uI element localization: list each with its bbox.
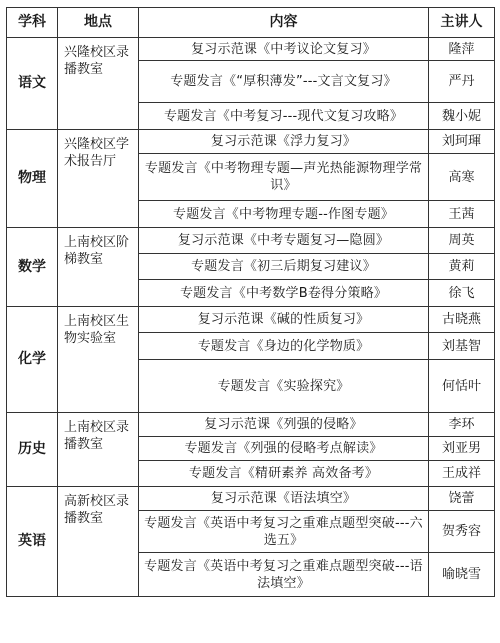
subject-cell: 数学 (7, 228, 58, 307)
speaker-cell: 李环 (429, 413, 495, 437)
speaker-cell: 高寒 (429, 154, 495, 201)
table-row (7, 38, 495, 61)
topic-cell: 复习示范课《中考专题复习—隐圆》 (139, 228, 429, 254)
subject-cell: 化学 (7, 307, 58, 413)
topic-cell: 专题发言《中考复习---现代文复习攻略》 (139, 103, 429, 130)
topic-cell: 专题发言《中考数学B卷得分策略》 (139, 280, 429, 307)
speaker-cell: 王茜 (429, 201, 495, 228)
location-cell: 高新校区录播教室 (58, 487, 139, 597)
speaker-cell: 魏小妮 (429, 103, 495, 130)
topic-cell: 复习示范课《碱的性质复习》 (139, 307, 429, 333)
speaker-cell: 贺秀容 (429, 511, 495, 553)
topic-cell: 专题发言《精研素养 高效备考》 (139, 461, 429, 487)
header-location: 地点 (58, 8, 139, 38)
topic-cell: 复习示范课《浮力复习》 (139, 130, 429, 154)
topic-cell: 复习示范课《语法填空》 (139, 487, 429, 511)
table-row (7, 413, 495, 437)
table-row (7, 487, 495, 511)
topic-cell: 专题发言《英语中考复习之重难点题型突破---六选五》 (139, 511, 429, 553)
topic-cell: 专题发言《身边的化学物质》 (139, 333, 429, 360)
location-cell: 上南校区生物实验室 (58, 307, 139, 413)
location-cell: 上南校区阶梯教室 (58, 228, 139, 307)
subject-cell: 历史 (7, 413, 58, 487)
table-row (7, 228, 495, 254)
location-cell: 上南校区录播教室 (58, 413, 139, 487)
topic-cell: 专题发言《初三后期复习建议》 (139, 254, 429, 280)
speaker-cell: 严丹 (429, 61, 495, 103)
table-row (7, 307, 495, 333)
schedule-table (6, 7, 495, 597)
topic-cell: 专题发言《列强的侵略考点解读》 (139, 437, 429, 461)
subject-cell: 语文 (7, 38, 58, 130)
table-row (7, 130, 495, 154)
topic-cell: 专题发言《实验探究》 (139, 360, 429, 413)
speaker-cell: 王成祥 (429, 461, 495, 487)
speaker-cell: 周英 (429, 228, 495, 254)
speaker-cell: 何恬叶 (429, 360, 495, 413)
topic-cell: 专题发言《“厚积薄发”---文言文复习》 (139, 61, 429, 103)
speaker-cell: 徐飞 (429, 280, 495, 307)
speaker-cell: 黄莉 (429, 254, 495, 280)
header-subject: 学科 (7, 8, 58, 38)
header-row (7, 8, 495, 38)
speaker-cell: 刘亚男 (429, 437, 495, 461)
speaker-cell: 喻晓雪 (429, 553, 495, 597)
topic-cell: 专题发言《中考物理专题--作图专题》 (139, 201, 429, 228)
speaker-cell: 饶蕾 (429, 487, 495, 511)
location-cell: 兴隆校区录播教室 (58, 38, 139, 130)
subject-cell: 英语 (7, 487, 58, 597)
header-content: 内容 (139, 8, 429, 38)
header-speaker: 主讲人 (429, 8, 495, 38)
speaker-cell: 隆萍 (429, 38, 495, 61)
topic-cell: 专题发言《英语中考复习之重难点题型突破---语法填空》 (139, 553, 429, 597)
subject-cell: 物理 (7, 130, 58, 228)
topic-cell: 复习示范课《中考议论文复习》 (139, 38, 429, 61)
speaker-cell: 刘珂琿 (429, 130, 495, 154)
speaker-cell: 刘基智 (429, 333, 495, 360)
location-cell: 兴隆校区学术报告厅 (58, 130, 139, 228)
topic-cell: 专题发言《中考物理专题—声光热能源物理学常识》 (139, 154, 429, 201)
topic-cell: 复习示范课《列强的侵略》 (139, 413, 429, 437)
speaker-cell: 古晓燕 (429, 307, 495, 333)
